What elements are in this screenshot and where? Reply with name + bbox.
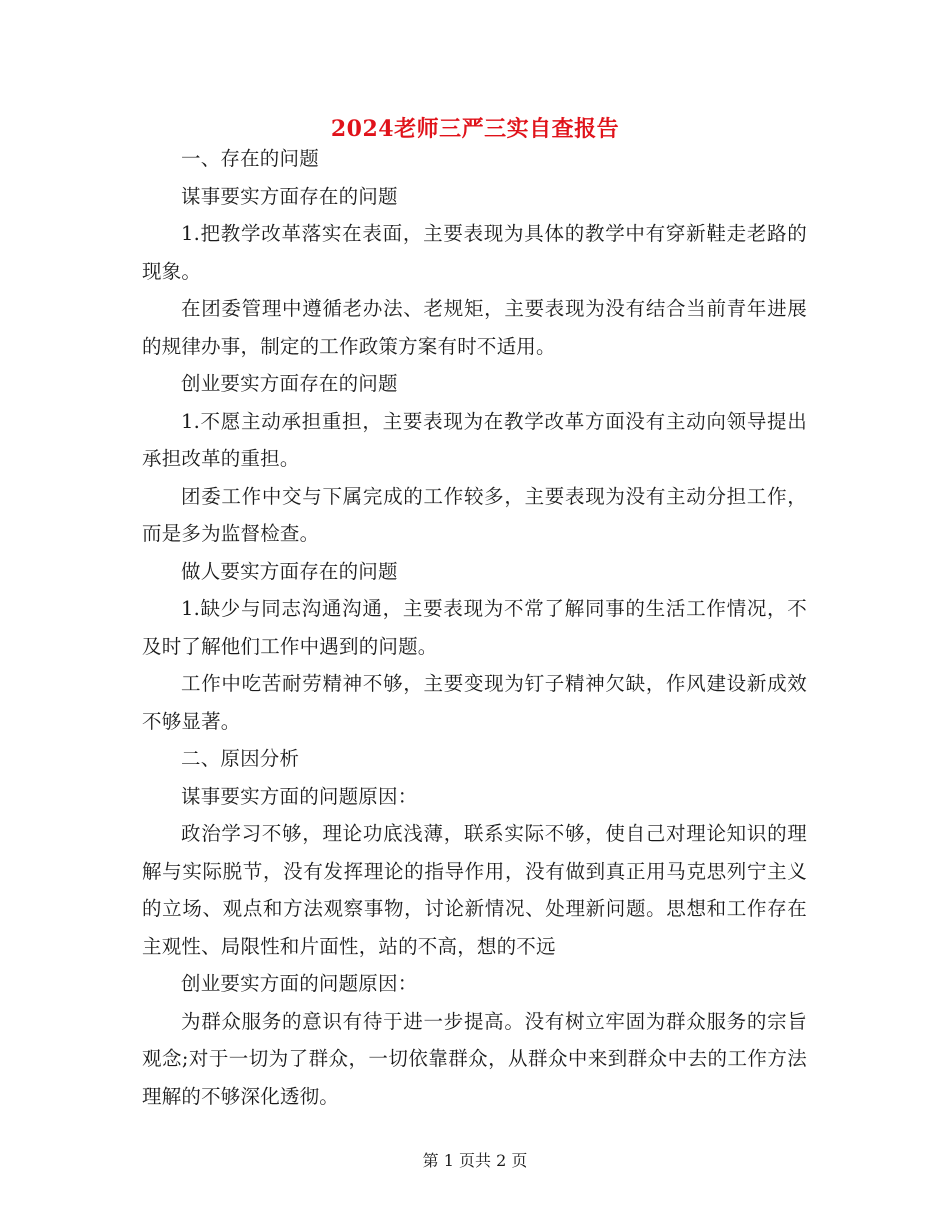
subheading-planning: 谋事要实方面存在的问题 [181, 184, 398, 208]
document-body [142, 140, 807, 1115]
page-number-footer: 第 1 页共 2 页 [422, 1151, 528, 1170]
paragraph: 政治学习不够，理论功底浅薄，联系实际不够，使自己对理论知识的理解与实际脱节，没有发挥理论的指导作用，没有做到真正用马克思列宁主义的立场、观点和方法观察事物，讨论新情况、处理新问题。思想和工作存在主观性、局限性和片面性，站的不高，想的不远 [142, 822, 807, 958]
subheading-planning-causes: 谋事要实方面的问题原因： [181, 784, 418, 808]
paragraph: 为群众服务的意识有待于进一步提高。没有树立牢固为群众服务的宗旨观念;对于一切为了群众，一切依靠群众，从群众中来到群众中去的工作方法理解的不够深化透彻。 [142, 1009, 807, 1108]
paragraph: 1.缺少与同志沟通沟通，主要表现为不常了解同事的生活工作情况，不及时了解他们工作中遇到的问题。 [142, 597, 807, 658]
document-title: 2024老师三严三实自查报告 [330, 116, 620, 142]
paragraph: 1.不愿主动承担重担，主要表现为在教学改革方面没有主动向领导提出承担改革的重担。 [142, 409, 807, 470]
section-heading-causes: 二、原因分析 [181, 747, 300, 770]
subheading-conduct: 做人要实方面存在的问题 [181, 559, 398, 583]
paragraph: 团委工作中交与下属完成的工作较多，主要表现为没有主动分担工作，而是多为监督检查。 [142, 484, 807, 545]
paragraph: 在团委管理中遵循老办法、老规矩，主要表现为没有结合当前青年进展的规律办事，制定的工作政策方案有时不适用。 [142, 297, 807, 358]
section-heading-problems: 一、存在的问题 [181, 147, 319, 170]
paragraph: 工作中吃苦耐劳精神不够，主要变现为钉子精神欠缺，作风建设新成效不够显著。 [142, 672, 807, 733]
subheading-business: 创业要实方面存在的问题 [181, 372, 398, 395]
subheading-business-causes: 创业要实方面的问题原因： [181, 972, 418, 995]
paragraph: 1.把教学改革落实在表面，主要表现为具体的教学中有穿新鞋走老路的现象。 [142, 222, 807, 283]
